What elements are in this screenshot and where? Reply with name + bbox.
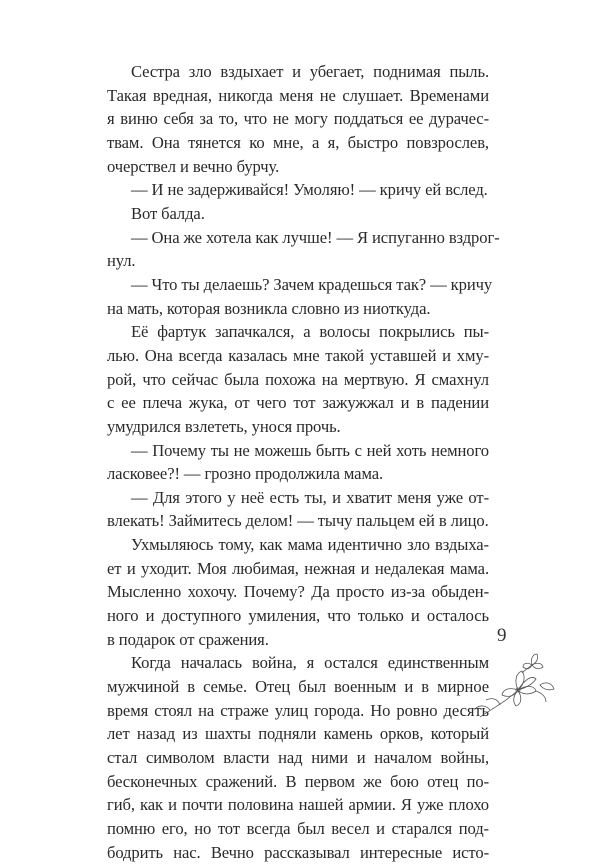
text-line: Вот балда. — [131, 203, 205, 223]
body-text — [107, 60, 500, 864]
page-number: 9 — [497, 625, 507, 646]
text-line: рой, что сейчас была похожа на мертвую. Я смахнул — [107, 369, 489, 389]
text-line: бесконечных сражений. В первом же бою отец по- — [107, 771, 489, 791]
text-line: ласковее?! — грозно продолжила мама. — [107, 464, 384, 484]
text-line: мужчиной в семье. Отец был военным и в мирное — [107, 677, 489, 697]
text-line: ного и доступного умиления, что только и осталось — [107, 606, 489, 626]
text-line: на мать, которая возникла словно из ниоткуда. — [107, 298, 431, 318]
text-line: время стоял на страже улиц города. Но ровно десять — [107, 700, 489, 720]
text-line: — Почему ты не можешь быть с ней хоть немного — [131, 440, 489, 460]
text-line: Ухмыляюсь тому, как мама идентично зло вздыха- — [131, 535, 489, 555]
text-line: гиб, как и почти половина нашей армии. Я уже плохо — [107, 795, 489, 815]
text-line: Её фартук запачкался, а волосы покрылись пы- — [131, 322, 489, 342]
text-line: в подарок от сражения. — [107, 629, 269, 649]
text-line: лью. Она всегда казалась мне такой уставшей и хму- — [107, 345, 489, 365]
text-line: умудрился взлететь, унося прочь. — [107, 416, 341, 436]
text-line: Когда началась война, я остался единственным — [131, 653, 489, 673]
text-line: Мысленно хохочу. Почему? Да просто из-за обыден- — [107, 582, 489, 602]
text-line: Такая вредная, никогда меня не слушает. Временами — [107, 85, 489, 105]
text-line: лет назад из шахты подняли камень орков, который — [107, 724, 489, 744]
text-line: твам. Она тянется ко мне, а я, быстро повзрослев, — [107, 132, 489, 152]
flower-ornament-icon — [470, 645, 560, 720]
text-line: стал символом власти над ними и началом войны, — [107, 748, 489, 768]
text-line: ет и уходит. Моя любимая, нежная и недалекая мама. — [107, 558, 489, 578]
text-line: — И не задерживайся! Умоляю! — кричу ей вслед. — [131, 180, 488, 200]
text-line: очерствел и вечно бурчу. — [107, 156, 280, 176]
text-line: Сестра зло вздыхает и убегает, поднимая пыль. — [131, 62, 489, 81]
text-line: бодрить нас. Вечно рассказывал интересные исто- — [107, 842, 489, 862]
text-line: с ее плеча жука, от чего тот зажужжал и в падении — [107, 393, 489, 413]
text-line: — Что ты делаешь? Зачем крадешься так? — кричу — [131, 274, 493, 294]
text-line: помню его, но тот всегда был весел и старался под- — [107, 819, 489, 838]
text-line: — Для этого у неё есть ты, и хватит меня уже от- — [131, 487, 489, 507]
text-line: я виню себя за то, что не могу поддаться ее дурачес- — [107, 109, 489, 129]
text-line: влекать! Займитесь делом! — тычу пальцем ей в лицо. — [107, 511, 489, 531]
text-line: нул. — [107, 251, 136, 271]
text-line: — Она же хотела как лучше! — Я испуганно вздрог- — [131, 227, 500, 247]
